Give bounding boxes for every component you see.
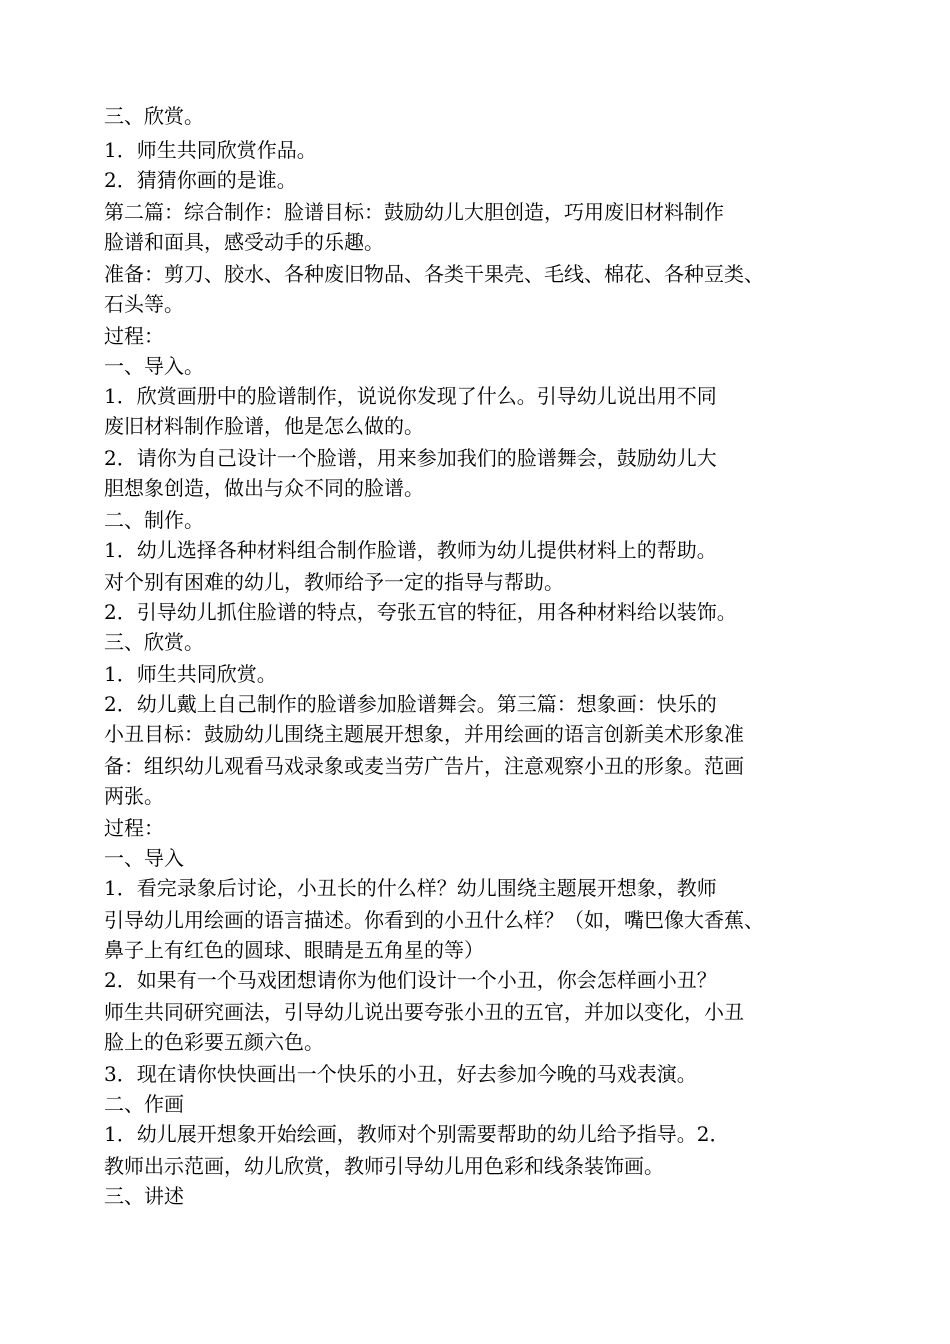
text-line: 引导幼儿用绘画的语言描述。你看到的小丑什么样？（如，嘴巴像大香蕉、 [104,908,764,932]
text-line: 二、制作。 [104,508,204,532]
text-line: 2．如果有一个马戏团想请你为他们设计一个小丑，你会怎样画小丑？ [104,968,717,992]
text-line: 1．欣赏画册中的脸谱制作，说说你发现了什么。引导幼儿说出用不同 [104,384,717,408]
text-line: 师生共同研究画法，引导幼儿说出要夸张小丑的五官，并加以变化，小丑 [104,1000,744,1024]
text-line: 一、导入。 [104,354,204,378]
text-line: 三、讲述 [104,1184,184,1208]
text-line: 教师出示范画，幼儿欣赏，教师引导幼儿用色彩和线条装饰画。 [104,1154,664,1178]
text-line: 3．现在请你快快画出一个快乐的小丑，好去参加今晚的马戏表演。 [104,1062,697,1086]
text-line: 脸上的色彩要五颜六色。 [104,1030,324,1054]
text-line: 过程： [104,816,164,840]
text-line: 鼻子上有红色的圆球、眼睛是五角星的等） [104,938,484,962]
text-line: 过程： [104,324,164,348]
text-line: 2．请你为自己设计一个脸谱，用来参加我们的脸谱舞会，鼓励幼儿大 [104,446,717,470]
text-line: 对个别有困难的幼儿，教师给予一定的指导与帮助。 [104,570,564,594]
text-line: 石头等。 [104,292,184,316]
text-line: 胆想象创造，做出与众不同的脸谱。 [104,476,424,500]
text-line: 两张。 [104,784,164,808]
text-line: 1．幼儿选择各种材料组合制作脸谱，教师为幼儿提供材料上的帮助。 [104,538,717,562]
text-line: 1．师生共同欣赏。 [104,662,277,686]
text-line: 准备：剪刀、胶水、各种废旧物品、各类干果壳、毛线、棉花、各种豆类、 [104,262,764,286]
text-line: 脸谱和面具，感受动手的乐趣。 [104,230,384,254]
text-line: 废旧材料制作脸谱，他是怎么做的。 [104,414,424,438]
text-line: 1．幼儿展开想象开始绘画，教师对个别需要帮助的幼儿给予指导。2． [104,1122,730,1146]
text-line: 备：组织幼儿观看马戏录象或麦当劳广告片，注意观察小丑的形象。范画 [104,754,744,778]
text-line: 三、欣赏。 [104,630,204,654]
text-line: 2．引导幼儿抓住脸谱的特点，夸张五官的特征，用各种材料给以装饰。 [104,600,737,624]
text-line: 1．看完录象后讨论，小丑长的什么样？幼儿围绕主题展开想象，教师 [104,876,717,900]
text-line: 一、导入 [104,846,184,870]
text-line: 小丑目标：鼓励幼儿围绕主题展开想象，并用绘画的语言创新美术形象准 [104,722,744,746]
text-line: 二、作画 [104,1092,184,1116]
text-line: 三、欣赏。 [104,104,204,128]
text-line: 2．猜猜你画的是谁。 [104,168,297,192]
text-line: 1．师生共同欣赏作品。 [104,138,317,162]
text-line: 2．幼儿戴上自己制作的脸谱参加脸谱舞会。第三篇：想象画：快乐的 [104,692,717,716]
text-line: 第二篇：综合制作：脸谱目标：鼓励幼儿大胆创造，巧用废旧材料制作 [104,200,724,224]
